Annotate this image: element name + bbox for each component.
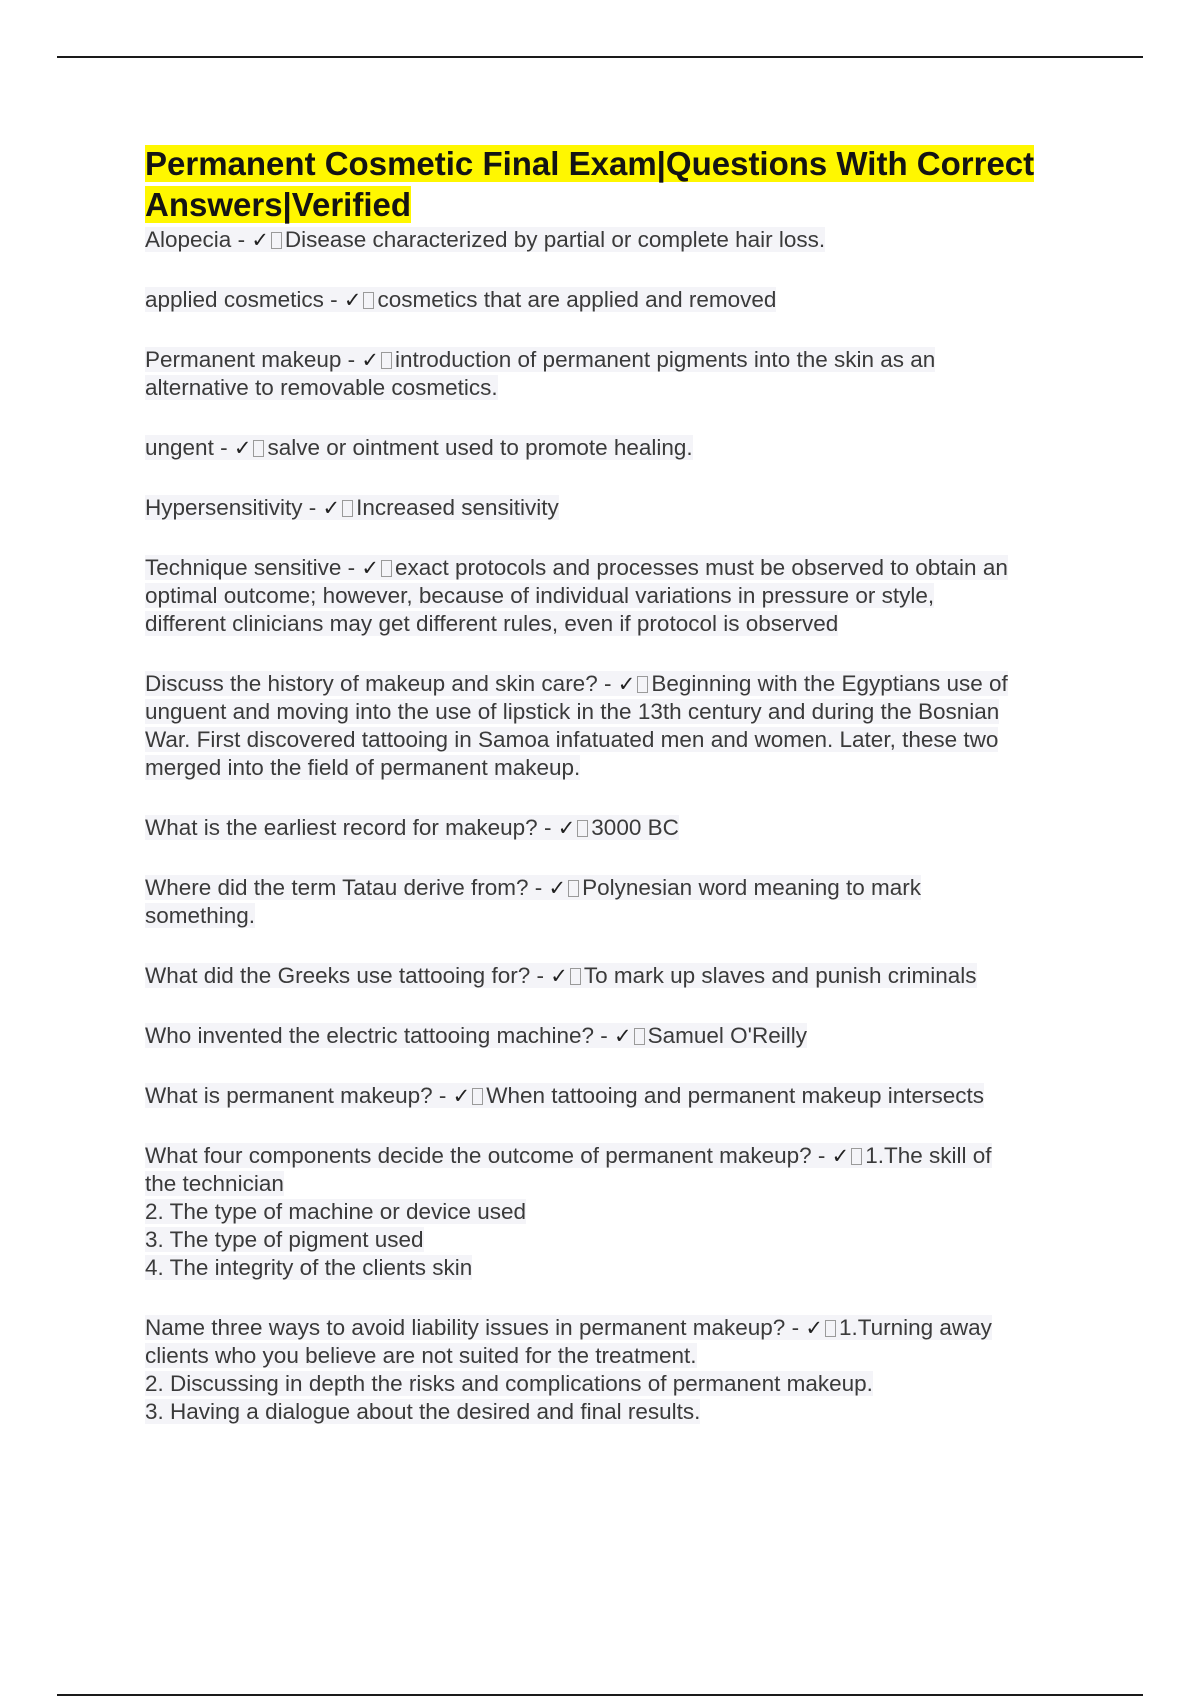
- qa-item-text: [145, 555, 1008, 636]
- qa-separator: -: [530, 963, 551, 988]
- qa-list: [145, 226, 1090, 1426]
- qa-item-text: [145, 1315, 992, 1424]
- qa-item-text: [145, 815, 679, 840]
- missing-glyph-box-icon: [363, 292, 374, 309]
- qa-item-text: [145, 435, 693, 460]
- qa-item: [145, 874, 1090, 930]
- qa-term: Who invented the electric tattooing machine?: [145, 1023, 595, 1048]
- qa-item-text: [145, 1083, 984, 1108]
- qa-item: [145, 226, 1090, 254]
- qa-item-text: [145, 963, 977, 988]
- missing-glyph-box-icon: [381, 560, 392, 577]
- qa-separator: -: [597, 671, 618, 696]
- missing-glyph-box-icon: [271, 232, 282, 249]
- qa-item-text: [145, 287, 776, 312]
- qa-item-text: [145, 875, 921, 928]
- qa-separator: -: [432, 1083, 453, 1108]
- qa-separator: -: [811, 1143, 832, 1168]
- qa-separator: -: [785, 1315, 806, 1340]
- document-body: [145, 143, 1090, 1458]
- qa-answer: Disease characterized by partial or complete hair loss.: [284, 227, 826, 252]
- qa-answer: 3000 BC: [591, 815, 679, 840]
- page-title: [145, 143, 1090, 225]
- checkmark-icon: ✓: [343, 288, 362, 312]
- qa-separator: -: [323, 287, 344, 312]
- missing-glyph-box-icon: [825, 1320, 836, 1337]
- qa-item-text: [145, 227, 825, 252]
- qa-term: Name three ways to avoid liability issues in permanent makeup?: [145, 1315, 786, 1340]
- qa-item: [145, 286, 1090, 314]
- qa-answer: 1.Turning away clients who you believe are not suited for the treatment. 2. Discussing in depth the risks and complications of permanent makeup. 3. Having a dialogue about the desired and final results.: [145, 1315, 992, 1424]
- top-rule: [57, 56, 1143, 58]
- qa-item: [145, 1082, 1090, 1110]
- qa-item: [145, 1022, 1090, 1050]
- qa-separator: -: [341, 347, 362, 372]
- qa-item-text: [145, 1143, 992, 1280]
- qa-term: What did the Greeks use tattooing for?: [145, 963, 531, 988]
- qa-term: ungent: [145, 435, 214, 460]
- qa-item-text: [145, 1023, 807, 1048]
- qa-answer: Increased sensitivity: [356, 495, 559, 520]
- qa-item-text: [145, 671, 1008, 780]
- checkmark-icon: ✓: [361, 348, 379, 372]
- missing-glyph-box-icon: [342, 500, 353, 517]
- qa-term: Hypersensitivity: [145, 495, 303, 520]
- qa-term: What is the earliest record for makeup?: [145, 815, 538, 840]
- qa-item: [145, 962, 1090, 990]
- qa-term: Discuss the history of makeup and skin care?: [145, 671, 598, 696]
- qa-item: [145, 814, 1090, 842]
- qa-term: Where did the term Tatau derive from?: [145, 875, 529, 900]
- qa-answer: When tattooing and permanent makeup intersects: [486, 1083, 985, 1108]
- qa-answer: 1.The skill of the technician 2. The type of machine or device used 3. The type of pigment used 4. The integrity of the clients skin: [145, 1143, 992, 1280]
- checkmark-icon: ✓: [251, 228, 269, 252]
- qa-answer: To mark up slaves and punish criminals: [583, 963, 977, 988]
- missing-glyph-box-icon: [637, 676, 648, 693]
- qa-separator: -: [213, 435, 234, 460]
- missing-glyph-box-icon: [253, 440, 264, 457]
- qa-item-text: [145, 495, 559, 520]
- qa-term: What is permanent makeup?: [145, 1083, 433, 1108]
- missing-glyph-box-icon: [634, 1028, 645, 1045]
- checkmark-icon: ✓: [233, 436, 252, 460]
- missing-glyph-box-icon: [472, 1088, 483, 1105]
- qa-item-text: [145, 347, 935, 400]
- qa-item: [145, 434, 1090, 462]
- checkmark-icon: ✓: [617, 672, 636, 696]
- qa-answer: exact protocols and processes must be observed to obtain an optimal outcome; however, because of individual variations in pressure or style, different clinicians may get different rules, even if protocol is observed: [145, 555, 1008, 636]
- bottom-rule: [57, 1694, 1143, 1696]
- missing-glyph-box-icon: [570, 968, 581, 985]
- checkmark-icon: ✓: [614, 1024, 632, 1048]
- qa-term: Permanent makeup: [145, 347, 342, 372]
- checkmark-icon: ✓: [361, 556, 379, 580]
- qa-answer: cosmetics that are applied and removed: [377, 287, 777, 312]
- checkmark-icon: ✓: [322, 496, 341, 520]
- qa-separator: -: [341, 555, 362, 580]
- missing-glyph-box-icon: [851, 1148, 862, 1165]
- checkmark-icon: ✓: [548, 876, 567, 900]
- qa-item: [145, 1314, 1090, 1426]
- qa-separator: -: [537, 815, 558, 840]
- qa-item: [145, 494, 1090, 522]
- checkmark-icon: ✓: [550, 964, 568, 988]
- checkmark-icon: ✓: [452, 1084, 471, 1108]
- missing-glyph-box-icon: [381, 352, 392, 369]
- checkmark-icon: ✓: [805, 1316, 823, 1340]
- qa-separator: -: [528, 875, 549, 900]
- qa-answer: introduction of permanent pigments into the skin as an alternative to removable cosmetics.: [145, 347, 936, 400]
- qa-answer: Polynesian word meaning to mark something.: [145, 875, 922, 928]
- qa-separator: -: [594, 1023, 615, 1048]
- qa-separator: -: [231, 227, 252, 252]
- missing-glyph-box-icon: [577, 820, 588, 837]
- qa-item: [145, 670, 1090, 782]
- qa-separator: -: [302, 495, 323, 520]
- qa-item: [145, 554, 1090, 638]
- qa-term: Technique sensitive: [145, 555, 342, 580]
- qa-term: Alopecia: [145, 227, 232, 252]
- qa-answer: Samuel O'Reilly: [647, 1023, 807, 1048]
- qa-answer: salve or ointment used to promote healing.: [267, 435, 693, 460]
- missing-glyph-box-icon: [568, 880, 579, 897]
- checkmark-icon: ✓: [557, 816, 576, 840]
- page-title-text: Permanent Cosmetic Final Exam|Questions With Correct Answers|Verified: [145, 145, 1035, 223]
- qa-answer: Beginning with the Egyptians use of unguent and moving into the use of lipstick in the 13th century and during the Bosnian War. First discovered tattooing in Samoa infatuated men and women. Later, these two merged into the field of permanent makeup.: [145, 671, 1008, 780]
- checkmark-icon: ✓: [831, 1144, 850, 1168]
- qa-item: [145, 346, 1090, 402]
- qa-term: applied cosmetics: [145, 287, 324, 312]
- qa-term: What four components decide the outcome of permanent makeup?: [145, 1143, 812, 1168]
- qa-item: [145, 1142, 1090, 1282]
